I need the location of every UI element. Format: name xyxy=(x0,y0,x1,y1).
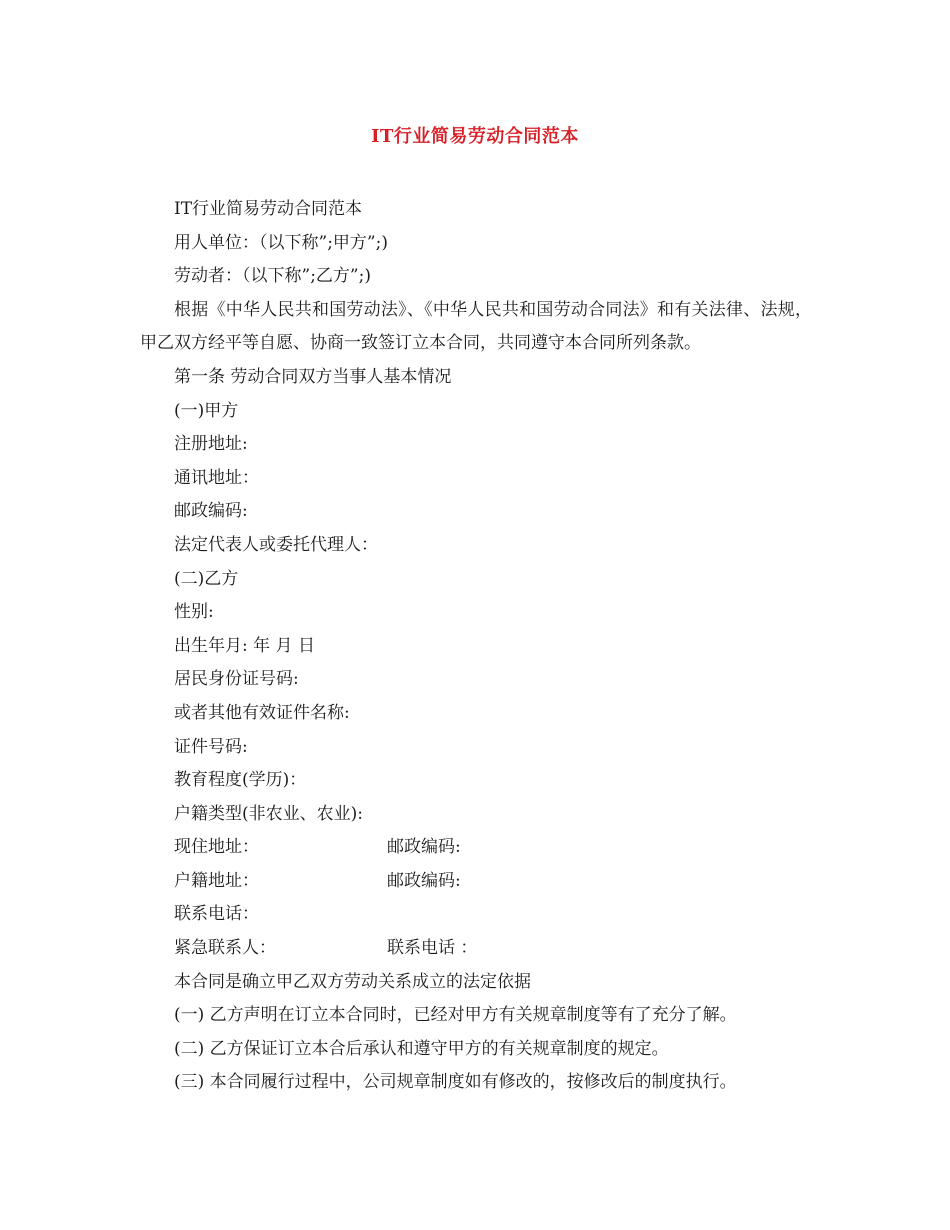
paragraph: (一)甲方 xyxy=(174,400,239,421)
paragraph: 劳动者：（以下称”;乙方”;) xyxy=(174,266,371,287)
field-label: 联系电话： xyxy=(174,904,259,925)
field-label: 法定代表人或委托代理人： xyxy=(174,534,378,555)
section-heading: 第一条 劳动合同双方当事人基本情况 xyxy=(174,366,452,387)
field-label: 户籍类型(非农业、农业): xyxy=(174,803,363,824)
clause: (三) 本合同履行过程中，公司规章制度如有修改的，按修改后的制度执行。 xyxy=(174,1072,737,1093)
clause: (二) 乙方保证订立本合后承认和遵守甲方的有关规章制度的规定。 xyxy=(174,1038,669,1059)
paragraph: 本合同是确立甲乙双方劳动关系成立的法定依据 xyxy=(174,971,531,992)
paragraph: 根据《中华人民共和国劳动法》、《中华人民共和国劳动合同法》和有关法律、法规，甲乙双方经平等自愿、协商一致签订立本合同，共同遵守本合同所列条款。 xyxy=(140,299,812,354)
field-label: 现住地址： xyxy=(174,837,259,858)
field-label: 邮政编码: xyxy=(387,837,461,858)
field-label: 紧急联系人： xyxy=(174,938,276,959)
field-label: 注册地址: xyxy=(174,434,248,455)
field-label: 居民身份证号码: xyxy=(174,669,299,690)
paragraph: 用人单位：（以下称”;甲方”;) xyxy=(174,232,388,253)
field-label: 出生年月: 年 月 日 xyxy=(174,635,315,656)
paired-field-row xyxy=(140,932,812,966)
paired-field-row xyxy=(140,865,812,899)
field-label: 或者其他有效证件名称: xyxy=(174,702,350,723)
paragraph: IT行业简易劳动合同范本 xyxy=(174,199,363,219)
field-label: 联系电话 ： xyxy=(387,938,478,959)
field-label: 性别: xyxy=(174,602,214,623)
document-title: IT行业简易劳动合同范本 xyxy=(371,126,579,147)
paired-field-row xyxy=(140,831,812,865)
paragraph: (二)乙方 xyxy=(174,568,239,589)
field-label: 户籍地址： xyxy=(174,870,259,891)
field-label: 证件号码: xyxy=(174,736,248,757)
document-body xyxy=(140,193,812,1100)
field-label: 通讯地址： xyxy=(174,467,259,488)
clause: (一) 乙方声明在订立本合同时，已经对甲方有关规章制度等有了充分了解。 xyxy=(174,1005,737,1026)
field-label: 教育程度(学历)： xyxy=(174,770,307,791)
field-label: 邮政编码: xyxy=(387,870,461,891)
field-label: 邮政编码: xyxy=(174,501,248,522)
